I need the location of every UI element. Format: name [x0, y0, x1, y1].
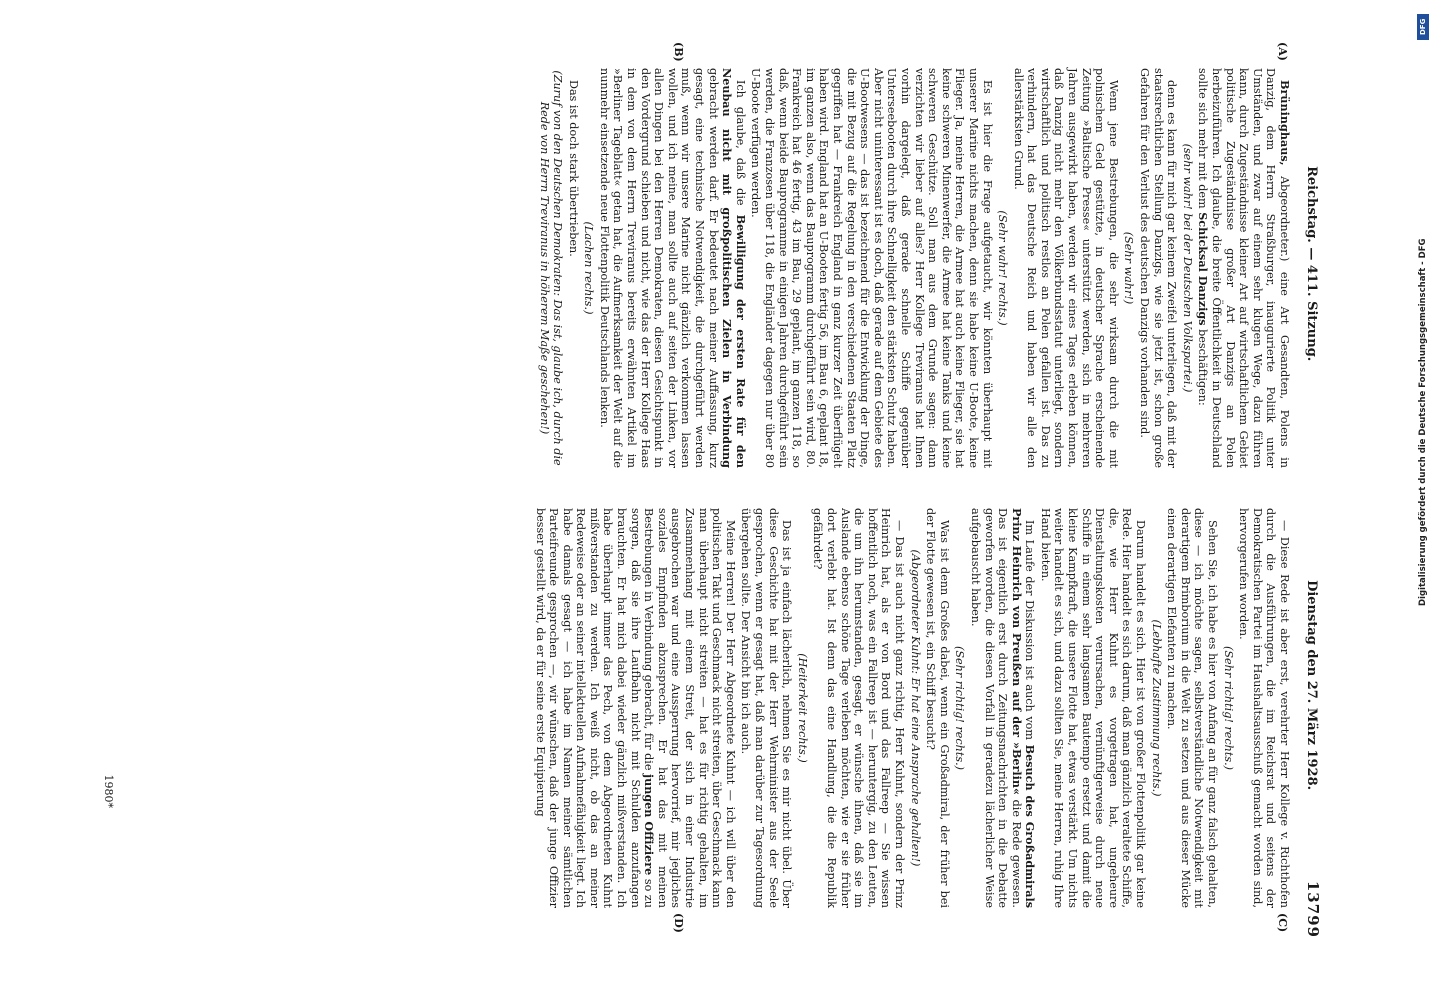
paragraph-text: (Lachen rechts.): [582, 221, 596, 315]
paragraph-text: Meine Herren! Der Herr Abgeordnete Kuhnt — ich will über den politischen Takt und Geschmack nicht streiten, über Geschmack kann man überhaupt nicht streiten — hat es für richtig gehalten, im Zusammenhang mit einem Streit, der sich in einer Industrie ausgebrochen war und eine Aussperrung hervorrief, mir jegliches soziales Empfinden abzusprechen. Er hat das mit meinen Bestrebungen in Verbindung gebracht, für die: [642, 508, 737, 908]
paragraph: [533, 508, 737, 908]
scanned-page: [85, 42, 1325, 938]
paragraph-text: Sehen Sie, ich habe es hier von Anfang an für ganz falsch gehalten, diese — ich möchte sagen, selbstverständliche Notwendigkeit mit derartigem Brimborium in die Welt zu setzen und aus dieser Mücke einen derartigen Elefanten zu machen.: [1165, 508, 1220, 908]
paragraph-text: Das ist doch stark übertrieben.: [566, 80, 580, 257]
paragraph-text: (sehr wahr! bei der Deutschen Volkspartei.): [1180, 143, 1194, 393]
paragraph: [1165, 508, 1219, 908]
margin-label-b: (B): [672, 42, 685, 62]
footer-note: 1980*: [102, 774, 115, 808]
dfg-stamp-text: Digitalisierung gefördert durch die Deutsche Forschungsgemeinschaft - DFG: [1418, 238, 1428, 606]
interjection: [537, 68, 564, 468]
paragraph-text: (Sehr wahr!): [1122, 231, 1136, 305]
paragraph: [1237, 508, 1291, 908]
interjection: [908, 508, 922, 908]
paragraph-text: — Das ist auch nicht ganz richtig, Herr Kuhnt, sondern der Prinz Heinrich hat, als er von Bord und das Fallreep — Sie wissen hoffentlich noch, was ein Fallreep ist — heruntergig, zu den Leuten, die um ihn herumstanden, gesagt, er wünsche ihnen, daß sie im Auslande ebenso schöne Tage verleben möchten, wie er sie früher dort verlebt hat. Ist denn das eine Handlung, die die Republik gefährdet?: [811, 508, 906, 908]
page-number: 13799: [1304, 880, 1322, 938]
paragraph-tail: gebracht werden darf. Er bedeutet nach meiner Auffassung, kurz gesagt, eine technische Notwendigkeit, die durchgeführt werden muß, wenn wir unsere Marine nicht gänzlich verkommen lassen wollen, und ich meine, man sollte auch auf seiten der Linken, vor allen Dingen bei den Herren Demokraten, diesen Gesichtspunkt in den Vordergrund schieben und nicht, wie das der Herr Kollege Haas in dem von dem Herrn Treviranus bereits erwähnten Artikel im »Berliner Tageblatt« getan hat, die Aufmerksamkeit der Welt auf die nunmehr einsetzende neue Flottenpolitik Deutschlands lenken.: [597, 68, 720, 468]
emphasis-text: Besuch des Großadmirals Prinz Heinrich von Preußen auf der »Berlin«: [1009, 508, 1038, 908]
speaker-suffix: Abgeordneter.): [1278, 165, 1291, 262]
interjection: [1180, 68, 1194, 468]
paragraph-tail: die Rede gewesen. Das ist eigentlich erst durch Zeitungsnachrichten in die Debatte geworfen worden, die diesen Vorfall in geradezu lächerlicher Weise aufgebauscht haben.: [968, 508, 1023, 908]
paragraph-text: (Abgeordneter Kuhnt: Er hat eine Ansprache gehalten!): [908, 549, 922, 867]
paragraph: [597, 68, 747, 468]
emphasis-text: Schicksal Danzigs: [1196, 212, 1211, 326]
left-text-column: [535, 68, 1291, 468]
page-content: [85, 42, 1325, 938]
interjection: [1221, 508, 1235, 908]
header-right: Dienstag den 27. März 1928.: [1304, 580, 1319, 791]
interjection: [795, 508, 809, 908]
paragraph-text: eine Art Gesandten, Polens in Danzig, dem Herrn Straßburger, inaugurierte Politik unter Umständen, und zwar auf einem sehr klugen Wege, dazu führen kann, durch Zugeständnisse kleiner Art auf wirtschaftlichem Gebiet politische Zugeständnisse großer Art Danzigs an Polen herbeizuführen. Ich glaube, die breite Öffentlichkeit in Deutschland sollte sich mehr mit dem: [1196, 68, 1291, 468]
interjection: [996, 68, 1010, 468]
speaker-name: Brüninghaus,: [1278, 80, 1292, 166]
emphasis-text: jungen Offiziere: [642, 774, 657, 876]
paragraph-text: denn es kann für mich gar keinem Zweifel unterliegen, daß mit der staatsrechtlichen Stellung Danzigs, wie sie jetzt ist, schon große Gefahren für den Verlust des deutschen Danzigs vorhanden sind.: [1138, 68, 1179, 468]
paragraph: [1038, 508, 1147, 908]
paragraph: [749, 68, 994, 468]
margin-label-a: (A): [1276, 42, 1289, 61]
paragraph-text: (Lebhafte Zustimmung rechts.): [1149, 619, 1163, 797]
paragraph-text: Das ist ja einfach lächerlich, nehmen Sie es mir nicht übel. Über diese Geschichte hat mit der Herr Wehrminister aus der Seele gesprochen, wenn er gesagt hat, daß man darüber zur Tagesordnung übergehen sollte. Der Ansicht bin ich auch.: [739, 508, 794, 908]
paragraph-text: (Sehr richtig! rechts.): [953, 645, 967, 771]
paragraph: [1137, 68, 1178, 468]
paragraph-text: Ich glaube, daß die: [733, 80, 747, 206]
interjection: [1149, 508, 1163, 908]
margin-label-c: (C): [1276, 913, 1289, 933]
paragraph-text: Es ist hier die Frage aufgetaucht, wir könnten überhaupt mit unserer Marine nichts machen, denn sie habe keine U-Boote, keine Flieger. Ja, meine Herren, die Armee hat auch keine Flieger, sie hat keine schweren Minenwerfer, die Armee hat keine Tanks und keine schweren Geschütze. Soll man aus dem Grunde sagen: dann verzichten wir lieber auf alles? Herr Kollege Treviranus hat Ihnen vorhin dargelegt, daß gerade schnelle Schiffe gegenüber Unterseebooten durch ihre Schnelligkeit den stärksten Schutz haben. Aber nicht uninteressant ist es doch, daß gerade auf dem Gebiete des U-Bootwesens — das ist bezeichnend für die Entwicklung der Dinge, die mit Bezug auf die Regelung in den verschiedenen Staaten Platz gegriffen hat — Frankreich England in ganz kurzer Zeit überflügelt haben wird. England hat an U-Booten fertig 56, im Bau 6, geplant 18, im ganzen also, wenn das Bauprogramm durchgeführt sein wird, 80. Frankreich hat 46 fertig, 43 im Bau, 29 geplant, im ganzen 118, so daß, wenn beide Bauprogramme in einigen Jahren durchgeführt sein werden, die Franzosen über 118, die Engländer dagegen nur über 80 U-Boote verfügen werden.: [749, 68, 994, 468]
paragraph: [1196, 68, 1291, 468]
paragraph-tail: so zu sorgen, daß sie ihre Laufbahn nicht mit Schulden anzufangen brauchten. Er hat mich dabei wieder gänzlich mißverstanden. Ich habe überhaupt immer das Pech, von dem Abgeordneten Kuhnt mißverstanden zu werden. Ich weiß nicht, ob das an meiner Redeweise oder an seiner intellektuellen Aufnahmefähigkeit liegt. Ich habe damals gesagt — ich habe im Namen meiner sämtlichen Parteifreunde gesprochen —, wir wünschen, daß der junge Offizier besser gestellt wird, da er für seine erste Equipierung: [533, 508, 656, 908]
running-header: [1299, 68, 1322, 938]
paragraph-text: Im Laufe der Diskussion ist auch vom: [1023, 520, 1037, 741]
interjection: [1122, 68, 1136, 468]
interjection: [582, 68, 596, 468]
paragraph-text: (Sehr richtig! rechts.): [1221, 645, 1235, 771]
paragraph-text: (Heiterkeit rechts.): [795, 653, 809, 763]
paragraph-text: (Sehr wahr! rechts.): [996, 210, 1010, 326]
header-left: Reichstag. — 411. Sitzung.: [1304, 166, 1319, 362]
paragraph-text: Darum handelt es sich. Hier ist von großer Flottenpolitik gar keine Rede. Hier handelt es sich darum, daß man gänzlich veraltete Schiffe, die, wie Herr Kuhnt es vorgetragen hat, ungeheure Dienstaltungskosten verursachen, vernünftigerweise durch neue Schiffe in einem sehr langsamen Bautempo ersetzt und damit die kleine Kampfkraft, die unsere Flotte hat, etwas verstärkt. Um nichts weiter handelt es sich, und dazu sollten Sie, meine Herren, ruhig Ihre Hand bieten.: [1038, 508, 1148, 908]
paragraph: [1011, 68, 1120, 468]
paragraph-text: Wenn jene Bestrebungen, die sehr wirksam durch die mit polnischem Geld gestützte, in deutscher Sprache erscheinende Zeitung »Baltische Presse« unterstützt werden, sich in mehreren Jahren ausgewirkt haben, werden wir eines Tages erleben können, daß Danzig nicht mehr den Völkerbundsstatut unterliegt, sondern wirtschaftlich und politisch restlos an Polen gefallen ist. Das zu verhindern, hat das Deutsche Reich und haben wir alle den allerstärksten Grund.: [1011, 68, 1120, 468]
emphasis-text: Bewilligung der ersten Rate für den Neubau nicht mit großpolitischen Zielen in Verbindung: [720, 68, 748, 468]
right-text-column: [531, 508, 1291, 908]
paragraph-text: Was ist denn Großes dabei, wenn ein Großadmiral, der früher bei der Flotte gewesen ist, ein Schiff besucht?: [924, 508, 951, 908]
dfg-logo-badge: DFG: [1417, 14, 1429, 40]
dfg-stamp: [1416, 6, 1434, 606]
paragraph: [811, 508, 906, 908]
paragraph: [566, 68, 580, 468]
paragraph-text: (Zuruf von den Deutschen Demokraten: Das ist, glaube ich, durch die Rede von Herrn Treviranus in höherem Maße geschehen!): [537, 70, 565, 466]
paragraph: [968, 508, 1036, 908]
margin-label-d: (D): [672, 913, 685, 933]
paragraph: [924, 508, 951, 908]
paragraph-text: — Diese Rede ist aber erst, verehrter Herr Kollege v. Richthofen durch die Ausführungen, die im Reichsrat und seitens der Demokratischen Partei im Haushaltsausschuß gemacht worden sind, hervorgerufen worden.: [1237, 508, 1291, 908]
interjection: [953, 508, 967, 908]
paragraph-tail: beschäftigen:: [1196, 325, 1210, 406]
paragraph: [739, 508, 793, 908]
